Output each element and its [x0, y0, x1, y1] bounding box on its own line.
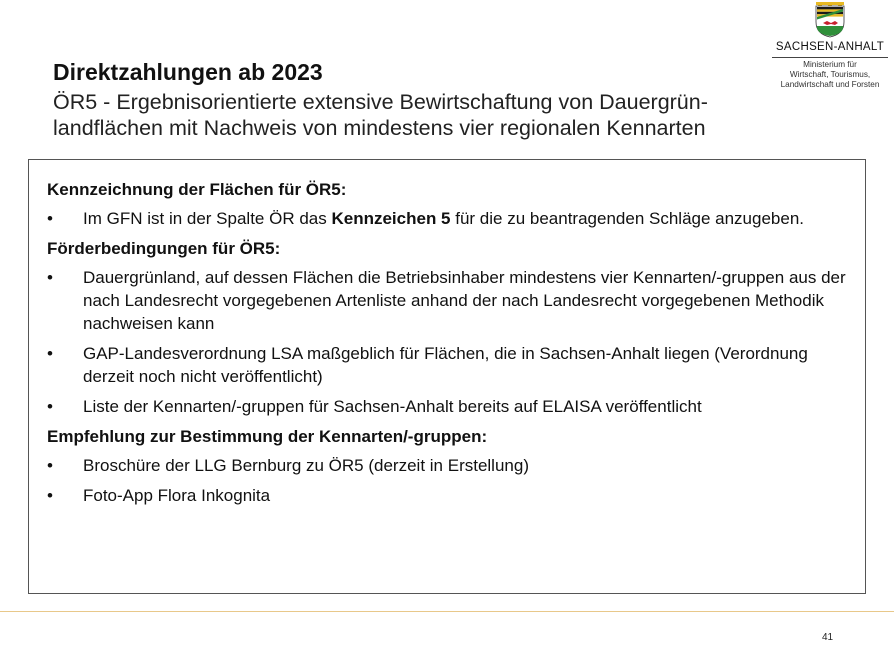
- list-item-text: GAP-Landesverordnung LSA maßgeblich für Flächen, die in Sachsen-Anhalt liegen (Verordnung derzeit noch nicht veröffentlicht): [83, 344, 808, 386]
- section-heading-kennzeichnung: Kennzeichnung der Flächen für ÖR5:: [47, 180, 347, 199]
- bullet-list-empfehlung: [47, 454, 847, 507]
- list-item-text: Dauergrünland, auf dessen Flächen die Betriebsinhaber mindestens vier Kennarten/-gruppen aus der nach Landesrecht vorgegebenen Artenliste anhand der nach Landesrecht vorgegebenen Methodik nachweisen kann: [83, 268, 846, 333]
- logo-ministry-line: Wirtschaft, Tourismus,: [789, 70, 871, 79]
- list-item: [47, 342, 847, 388]
- section-heading-foerderbedingungen: Förderbedingungen für ÖR5:: [47, 239, 281, 258]
- list-item-text-start: Im GFN ist in der Spalte ÖR das: [83, 209, 332, 228]
- bullet-icon: •: [47, 486, 53, 505]
- ministry-logo: [766, 2, 894, 92]
- list-item: [47, 266, 847, 335]
- logo-ministry-line: Ministerium für: [803, 60, 857, 69]
- list-item-text: Foto-App Flora Inkognita: [83, 486, 271, 505]
- bullet-list-foerderbedingungen: [47, 266, 847, 418]
- bullet-icon: •: [47, 456, 53, 475]
- coat-of-arms-icon: [814, 2, 846, 38]
- list-item: [47, 454, 847, 477]
- content-box: [28, 159, 866, 594]
- slide-title: Direktzahlungen ab 2023: [53, 59, 323, 85]
- subtitle-line-1: ÖR5 - Ergebnisorientierte extensive Bewirtschaftung von Dauergrün-: [53, 90, 708, 114]
- list-item: [47, 207, 847, 230]
- subtitle-line-2: landflächen mit Nachweis von mindestens vier regionalen Kennarten: [53, 116, 706, 140]
- slide-subtitle: [53, 89, 753, 141]
- content-body: [47, 178, 847, 514]
- bullet-icon: •: [47, 397, 53, 416]
- list-item-text: Liste der Kennarten/-gruppen für Sachsen-Anhalt bereits auf ELAISA veröffentlicht: [83, 397, 702, 416]
- page-number: 41: [822, 632, 834, 643]
- list-item: [47, 395, 847, 418]
- bullet-icon: •: [47, 209, 53, 228]
- bullet-icon: •: [47, 268, 53, 287]
- logo-state-name: SACHSEN-ANHALT: [775, 41, 885, 53]
- list-item-bold-text: Kennzeichen 5: [331, 209, 451, 228]
- section-heading-empfehlung: Empfehlung zur Bestimmung der Kennarten/-gruppen:: [47, 427, 488, 446]
- bullet-list-kennzeichnung: [47, 207, 847, 230]
- logo-ministry-line: Landwirtschaft und Forsten: [780, 80, 880, 89]
- bullet-icon: •: [47, 344, 53, 363]
- logo-divider: [772, 57, 888, 58]
- list-item-text-end: für die zu beantragenden Schläge anzugeben.: [450, 209, 805, 228]
- list-item: [47, 484, 847, 507]
- logo-ministry-name: [766, 60, 894, 90]
- footer-divider: [0, 611, 894, 612]
- list-item-text: Broschüre der LLG Bernburg zu ÖR5 (derzeit in Erstellung): [83, 456, 529, 475]
